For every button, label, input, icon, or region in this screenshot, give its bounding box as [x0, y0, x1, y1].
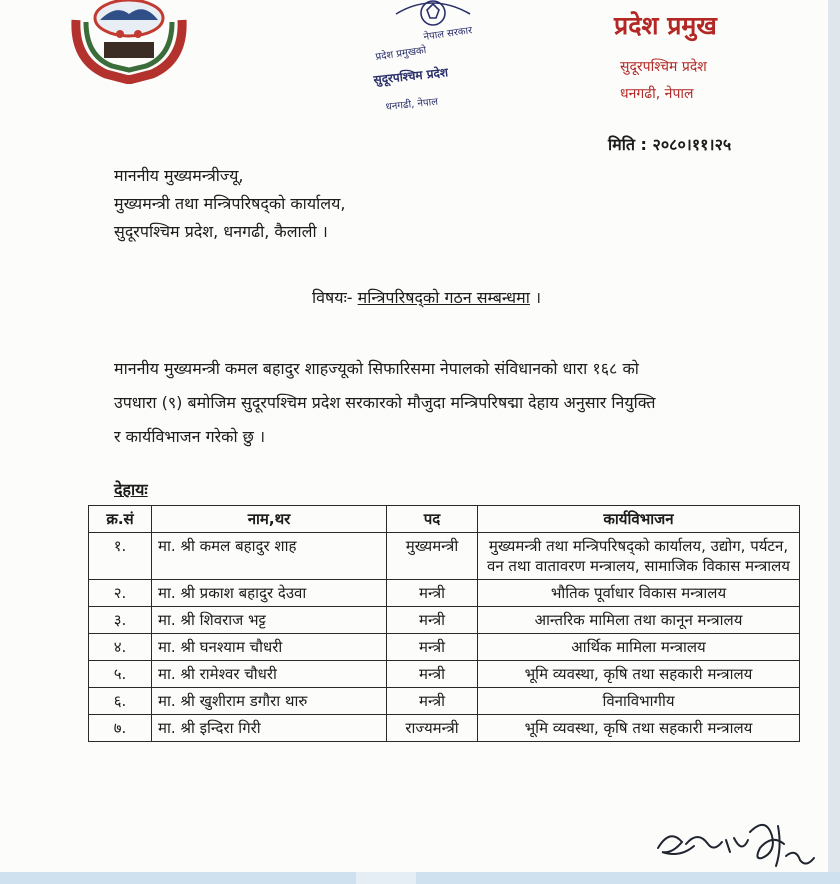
window-edge	[828, 0, 840, 884]
seal-text-line3: सुदूरपश्चिम प्रदेश	[372, 65, 449, 87]
body-line3: र कार्यविभाजन गरेको छु ।	[114, 427, 266, 446]
table-header-row	[89, 506, 800, 533]
row-portfolio: भूमि व्यवस्था, कृषि तथा सहकारी मन्त्रालय	[478, 715, 800, 742]
header-post: पद	[387, 506, 478, 533]
row-post: मन्त्री	[387, 580, 478, 607]
row-portfolio: मुख्यमन्त्री तथा मन्त्रिपरिषद्को कार्यालय, उद्योग, पर्यटन, वन तथा वातावरण मन्त्रालय, सामाजिक विकास मन्त्रालय	[478, 533, 800, 580]
row-portfolio: आर्थिक मामिला मन्त्रालय	[478, 634, 800, 661]
row-name: मा. श्री खुशीराम डगौरा थारु	[152, 688, 387, 715]
row-serial: १.	[89, 533, 152, 580]
row-name: मा. श्री रामेश्वर चौधरी	[152, 661, 387, 688]
addressee-line3: सुदूरपश्चिम प्रदेश, धनगढी, कैलाली ।	[114, 222, 328, 241]
row-serial: २.	[89, 580, 152, 607]
table-row	[89, 607, 800, 634]
office-city: धनगढी, नेपाल	[620, 86, 694, 102]
header-name: नाम,थर	[152, 506, 387, 533]
row-serial: ६.	[89, 688, 152, 715]
scrollbar-thumb[interactable]	[356, 872, 416, 884]
row-name: मा. श्री कमल बहादुर शाह	[152, 533, 387, 580]
row-name: मा. श्री घनश्याम चौधरी	[152, 634, 387, 661]
dehay-label: देहायः	[114, 480, 148, 499]
table-row	[89, 688, 800, 715]
row-post: मन्त्री	[387, 661, 478, 688]
row-post: राज्यमन्त्री	[387, 715, 478, 742]
signature-icon	[650, 818, 820, 872]
seal-text-line1: नेपाल सरकार	[422, 25, 473, 43]
row-serial: ७.	[89, 715, 152, 742]
table-row	[89, 580, 800, 607]
row-portfolio: आन्तरिक मामिला तथा कानून मन्त्रालय	[478, 607, 800, 634]
addressee-line1: माननीय मुख्यमन्त्रीज्यू,	[114, 166, 244, 185]
subject-end: ।	[529, 288, 542, 307]
row-portfolio: विनाविभागीय	[478, 688, 800, 715]
row-post: मुख्यमन्त्री	[387, 533, 478, 580]
subject-label: विषयः-	[312, 288, 353, 307]
office-seal-icon	[372, 0, 492, 118]
row-post: मन्त्री	[387, 688, 478, 715]
body-line2: उपधारा (९) बमोजिम सुदूरपश्चिम प्रदेश सरकारको मौजुदा मन्त्रिपरिषद्मा देहाय अनुसार नियुक्ति	[114, 393, 656, 412]
row-serial: ५.	[89, 661, 152, 688]
header-portfolio: कार्यविभाजन	[478, 506, 800, 533]
row-name: मा. श्री प्रकाश बहादुर देउवा	[152, 580, 387, 607]
office-title: प्रदेश प्रमुख	[614, 11, 717, 40]
seal-text-line2: प्रदेश प्रमुखको	[374, 44, 428, 63]
nepal-emblem-icon	[66, 0, 192, 84]
row-post: मन्त्री	[387, 607, 478, 634]
row-post: मन्त्री	[387, 634, 478, 661]
row-portfolio: भूमि व्यवस्था, कृषि तथा सहकारी मन्त्रालय	[478, 661, 800, 688]
table-row	[89, 661, 800, 688]
table-row	[89, 634, 800, 661]
header-serial: क्र.सं	[89, 506, 152, 533]
viewer-bottom-bar	[0, 872, 840, 884]
row-serial: ३.	[89, 607, 152, 634]
seal-text-line4: धनगढी, नेपाल	[385, 96, 439, 113]
table-row	[89, 715, 800, 742]
office-province: सुदूरपश्चिम प्रदेश	[620, 59, 707, 75]
row-serial: ४.	[89, 634, 152, 661]
row-name: मा. श्री शिवराज भट्ट	[152, 607, 387, 634]
table-row	[89, 533, 800, 580]
subject-line	[312, 286, 541, 308]
letter-date: मिति : २०८०।११।२५	[608, 135, 732, 154]
cabinet-table	[88, 505, 800, 742]
row-name: मा. श्री इन्दिरा गिरी	[152, 715, 387, 742]
addressee-line2: मुख्यमन्त्री तथा मन्त्रिपरिषद्को कार्यालय,	[114, 194, 346, 213]
subject-text: मन्त्रिपरिषद्को गठन सम्बन्धमा	[357, 288, 530, 307]
row-portfolio: भौतिक पूर्वाधार विकास मन्त्रालय	[478, 580, 800, 607]
body-line1: माननीय मुख्यमन्त्री कमल बहादुर शाहज्यूको सिफारिसमा नेपालको संविधानको धारा १६८ को	[114, 359, 639, 378]
